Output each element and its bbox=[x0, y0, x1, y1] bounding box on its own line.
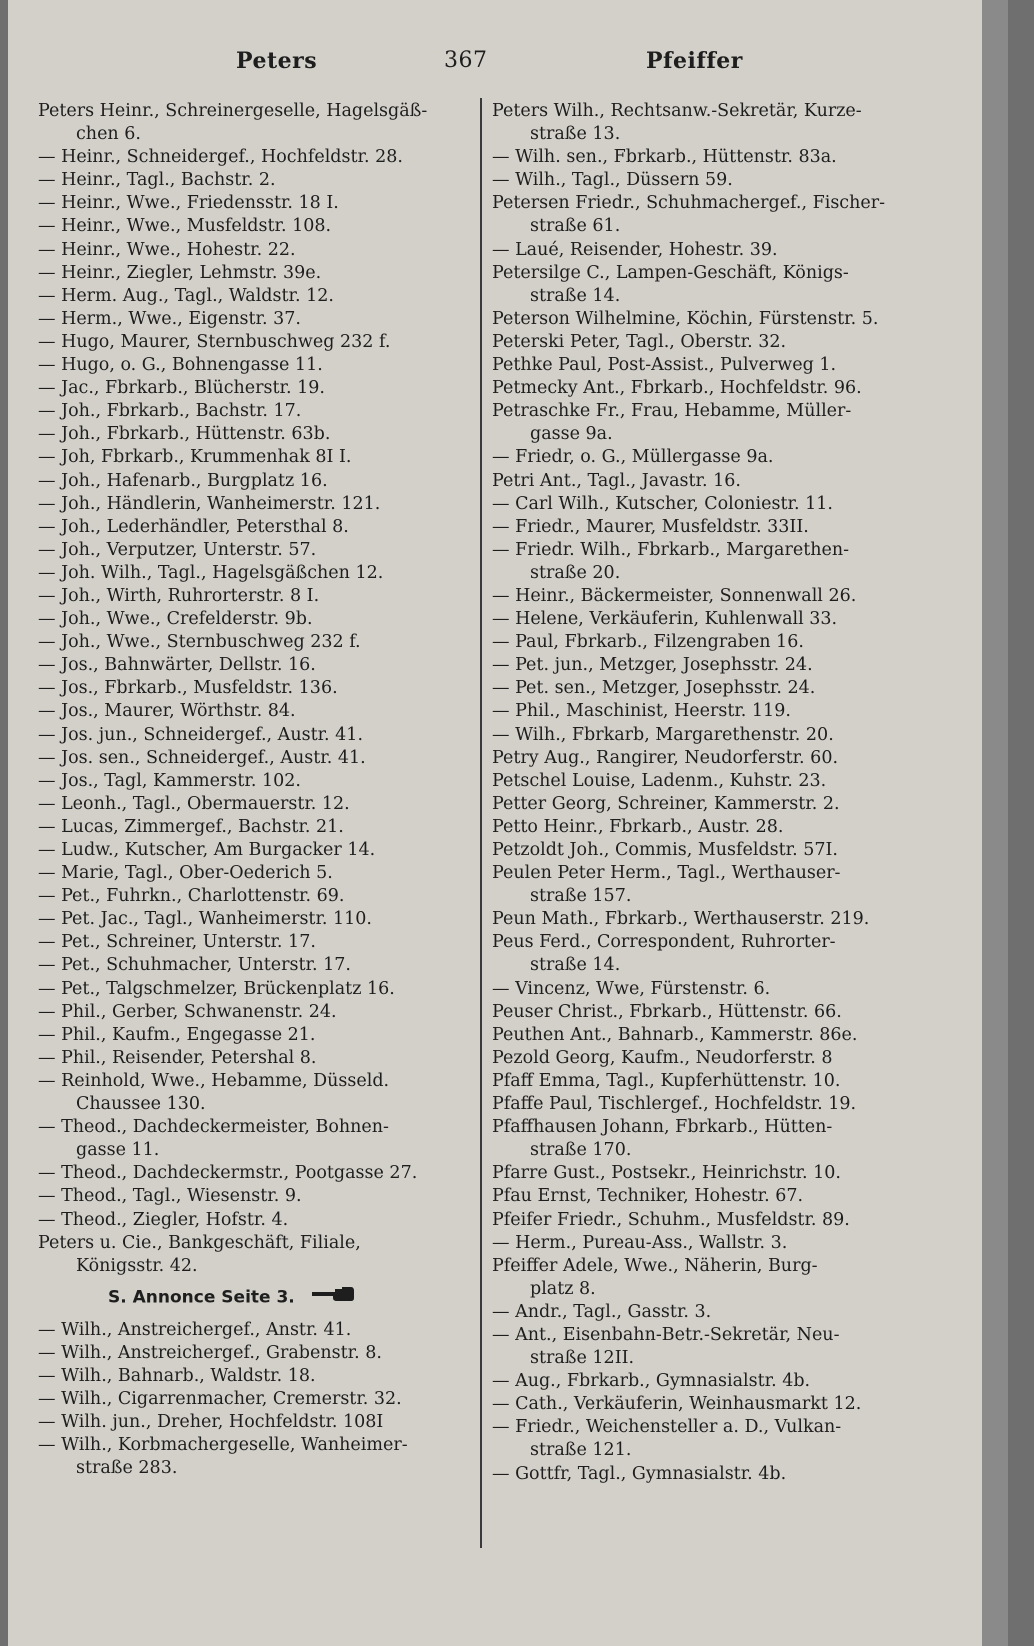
directory-entry-line: — Heinr., Wwe., Musfeldstr. 108. bbox=[38, 216, 332, 237]
directory-entry-line: — Joh., Wwe., Crefelderstr. 9b. bbox=[38, 609, 313, 630]
directory-entry-line: straße 283. bbox=[76, 1458, 178, 1479]
directory-entry-line: — Wilh., Cigarrenmacher, Cremerstr. 32. bbox=[38, 1389, 402, 1410]
directory-entry-line: — Wilh. jun., Dreher, Hochfeldstr. 108I bbox=[38, 1412, 384, 1433]
directory-entry-line: Peters Wilh., Rechtsanw.-Sekretär, Kurze- bbox=[492, 101, 862, 121]
header-right-keyword: Pfeiffer bbox=[646, 48, 743, 74]
directory-entry-line: — Theod., Dachdeckermeister, Bohnen- bbox=[38, 1117, 389, 1138]
directory-entry-line: Petschel Louise, Ladenm., Kuhstr. 23. bbox=[492, 770, 827, 791]
directory-entry-line: — Joh., Verputzer, Unterstr. 57. bbox=[38, 539, 317, 560]
directory-entry-line: — Joh., Fbrkarb., Bachstr. 17. bbox=[38, 401, 302, 422]
directory-entry-line: — Heinr., Schneidergef., Hochfeldstr. 28. bbox=[38, 147, 403, 168]
directory-entry-line: — Helene, Verkäuferin, Kuhlenwall 33. bbox=[492, 609, 838, 630]
directory-entry-line: Peterski Peter, Tagl., Oberstr. 32. bbox=[492, 331, 787, 352]
directory-entry-line: — Cath., Verkäuferin, Weinhausmarkt 12. bbox=[492, 1394, 862, 1415]
directory-entry-line: — Joh., Wirth, Ruhrorterstr. 8 I. bbox=[38, 585, 320, 606]
directory-entry-line: — Andr., Tagl., Gasstr. 3. bbox=[492, 1301, 712, 1322]
directory-entry-line: — Hugo, o. G., Bohnengasse 11. bbox=[38, 355, 323, 376]
directory-entry-line: Pethke Paul, Post-Assist., Pulverweg 1. bbox=[492, 355, 837, 376]
directory-entry-line: Petri Ant., Tagl., Javastr. 16. bbox=[492, 470, 741, 491]
directory-entry-line: Petry Aug., Rangirer, Neudorferstr. 60. bbox=[492, 747, 839, 768]
directory-entry-line: — Phil., Kaufm., Engegasse 21. bbox=[38, 1024, 316, 1045]
directory-entry-line: — Carl Wilh., Kutscher, Coloniestr. 11. bbox=[492, 493, 833, 514]
directory-entry-line: Peus Ferd., Correspondent, Ruhrorter- bbox=[492, 932, 836, 953]
directory-entry-line: — Joh., Händlerin, Wanheimerstr. 121. bbox=[38, 493, 381, 514]
directory-entry-line: — Phil., Gerber, Schwanenstr. 24. bbox=[38, 1001, 337, 1022]
directory-entry-line: Petersilge C., Lampen-Geschäft, Königs- bbox=[492, 262, 849, 283]
directory-entry-line: — Friedr., Weichensteller a. D., Vulkan- bbox=[492, 1417, 842, 1438]
directory-entry-line: Petraschke Fr., Frau, Hebamme, Müller- bbox=[492, 401, 852, 422]
directory-entry-line: Pfau Ernst, Techniker, Hohestr. 67. bbox=[492, 1186, 804, 1207]
directory-entry-line: — Wilh., Anstreichergef., Anstr. 41. bbox=[38, 1319, 352, 1340]
directory-entry-line: Pfaff Emma, Tagl., Kupferhüttenstr. 10. bbox=[492, 1070, 841, 1091]
directory-entry-line: — Joh, Fbrkarb., Krummenhak 8I I. bbox=[38, 447, 352, 468]
annonce-reference bbox=[38, 1286, 470, 1310]
directory-entry-line: Peun Math., Fbrkarb., Werthauserstr. 219. bbox=[492, 909, 870, 930]
directory-entry-line: — Hugo, Maurer, Sternbuschweg 232 f. bbox=[38, 331, 391, 352]
directory-entry-line: straße 157. bbox=[530, 886, 632, 907]
directory-page bbox=[8, 0, 1008, 1646]
directory-entry-line: — Jos., Maurer, Wörthstr. 84. bbox=[38, 701, 296, 722]
directory-entry-line: Peters u. Cie., Bankgeschäft, Filiale, bbox=[38, 1232, 361, 1253]
directory-entry-line: — Theod., Dachdeckermstr., Pootgasse 27. bbox=[38, 1163, 418, 1184]
directory-entry-line: straße 12II. bbox=[530, 1348, 635, 1369]
directory-entry-line: — Theod., Tagl., Wiesenstr. 9. bbox=[38, 1186, 302, 1207]
right-entries bbox=[492, 100, 930, 1486]
directory-entry-line: — Wilh., Fbrkarb, Margarethenstr. 20. bbox=[492, 724, 834, 745]
directory-entry-line: — Lucas, Zimmergef., Bachstr. 21. bbox=[38, 816, 344, 837]
directory-entry-line: — Joh., Wwe., Sternbuschweg 232 f. bbox=[38, 632, 361, 653]
directory-entry-line: — Pet., Talgschmelzer, Brückenplatz 16. bbox=[38, 978, 395, 999]
directory-entry-line: straße 170. bbox=[530, 1140, 632, 1161]
directory-entry-line: Peters Heinr., Schreinergeselle, Hagelsgäß- bbox=[38, 101, 428, 121]
directory-entry-line: — Wilh., Korbmachergeselle, Wanheimer- bbox=[38, 1435, 408, 1456]
directory-entry-line: — Paul, Fbrkarb., Filzengraben 16. bbox=[492, 632, 804, 653]
directory-entry-line: Petzoldt Joh., Commis, Musfeldstr. 57I. bbox=[492, 840, 838, 860]
directory-entry-line: straße 13. bbox=[530, 124, 621, 145]
directory-entry-line: Petersen Friedr., Schuhmachergef., Fischer- bbox=[492, 193, 886, 214]
directory-entry-line: straße 20. bbox=[530, 562, 621, 583]
directory-entry-line: — Heinr., Tagl., Bachstr. 2. bbox=[38, 170, 276, 191]
directory-entry-line: chen 6. bbox=[76, 124, 141, 145]
directory-entry-line: — Joh. Wilh., Tagl., Hagelsgäßchen 12. bbox=[38, 562, 384, 583]
directory-entry-line: — Wilh., Anstreichergef., Grabenstr. 8. bbox=[38, 1342, 382, 1363]
right-column bbox=[492, 100, 930, 1486]
directory-entry-line: straße 121. bbox=[530, 1440, 632, 1461]
directory-entry-line: — Heinr., Wwe., Friedensstr. 18 I. bbox=[38, 193, 339, 214]
left-column bbox=[38, 100, 470, 1480]
directory-entry-line: Peuser Christ., Fbrkarb., Hüttenstr. 66. bbox=[492, 1001, 842, 1022]
directory-entry-line: — Wilh. sen., Fbrkarb., Hüttenstr. 83a. bbox=[492, 147, 837, 168]
annonce-text: S. Annonce Seite 3. bbox=[108, 1287, 295, 1308]
directory-entry-line: — Jos., Bahnwärter, Dellstr. 16. bbox=[38, 655, 316, 676]
directory-entry-line: — Phil., Reisender, Petershal 8. bbox=[38, 1047, 317, 1068]
directory-entry-line: — Pet. jun., Metzger, Josephsstr. 24. bbox=[492, 655, 813, 676]
directory-entry-line: Pfaffe Paul, Tischlergef., Hochfeldstr. 19. bbox=[492, 1094, 857, 1115]
directory-entry-line: — Joh., Hafenarb., Burgplatz 16. bbox=[38, 470, 328, 491]
directory-entry-line: — Joh., Fbrkarb., Hüttenstr. 63b. bbox=[38, 424, 331, 445]
directory-entry-line: — Laué, Reisender, Hohestr. 39. bbox=[492, 239, 778, 260]
directory-entry-line: — Pet., Schuhmacher, Unterstr. 17. bbox=[38, 955, 351, 976]
left-entries-after bbox=[38, 1319, 470, 1481]
directory-entry-line: — Wilh., Bahnarb., Waldstr. 18. bbox=[38, 1365, 316, 1386]
directory-entry-line: Peterson Wilhelmine, Köchin, Fürstenstr. 5. bbox=[492, 308, 879, 329]
directory-entry-line: Petter Georg, Schreiner, Kammerstr. 2. bbox=[492, 793, 840, 814]
directory-entry-line: — Friedr., Maurer, Musfeldstr. 33II. bbox=[492, 516, 809, 537]
directory-entry-line: Peuthen Ant., Bahnarb., Kammerstr. 86e. bbox=[492, 1024, 858, 1045]
directory-entry-line: — Pet., Schreiner, Unterstr. 17. bbox=[38, 932, 316, 953]
directory-entry-line: platz 8. bbox=[530, 1278, 596, 1299]
page-number: 367 bbox=[444, 48, 488, 73]
directory-entry-line: — Friedr, o. G., Müllergasse 9a. bbox=[492, 447, 774, 468]
directory-entry-line: Petto Heinr., Fbrkarb., Austr. 28. bbox=[492, 816, 784, 837]
directory-entry-line: — Jos., Fbrkarb., Musfeldstr. 136. bbox=[38, 678, 338, 699]
directory-entry-line: — Leonh., Tagl., Obermauerstr. 12. bbox=[38, 793, 350, 814]
directory-entry-line: gasse 9a. bbox=[530, 424, 613, 445]
directory-entry-line: straße 14. bbox=[530, 955, 621, 976]
directory-entry-line: — Herm., Wwe., Eigenstr. 37. bbox=[38, 308, 301, 329]
directory-entry-line: gasse 11. bbox=[76, 1140, 160, 1161]
directory-entry-line: Petmecky Ant., Fbrkarb., Hochfeldstr. 96. bbox=[492, 378, 862, 399]
directory-entry-line: Pfarre Gust., Postsekr., Heinrichstr. 10. bbox=[492, 1163, 841, 1184]
directory-entry-line: Pfeifer Friedr., Schuhm., Musfeldstr. 89. bbox=[492, 1209, 850, 1230]
directory-entry-line: — Heinr., Ziegler, Lehmstr. 39e. bbox=[38, 262, 322, 283]
directory-entry-line: — Heinr., Bäckermeister, Sonnenwall 26. bbox=[492, 585, 857, 606]
directory-entry-line: — Jos., Tagl, Kammerstr. 102. bbox=[38, 770, 301, 791]
directory-entry-line: — Jos. sen., Schneidergef., Austr. 41. bbox=[38, 747, 366, 768]
pointing-hand-icon bbox=[311, 1286, 355, 1309]
directory-entry-line: — Ant., Eisenbahn-Betr.-Sekretär, Neu- bbox=[492, 1324, 840, 1345]
directory-entry-line: — Jac., Fbrkarb., Blücherstr. 19. bbox=[38, 378, 325, 399]
directory-entry-line: — Marie, Tagl., Ober-Oederich 5. bbox=[38, 863, 333, 884]
directory-entry-line: — Jos. jun., Schneidergef., Austr. 41. bbox=[38, 724, 364, 745]
directory-entry-line: — Pet. Jac., Tagl., Wanheimerstr. 110. bbox=[38, 909, 372, 930]
page-header bbox=[8, 48, 1008, 88]
directory-entry-line: — Joh., Lederhändler, Petersthal 8. bbox=[38, 516, 349, 537]
directory-entry-line: — Friedr. Wilh., Fbrkarb., Margarethen- bbox=[492, 539, 850, 560]
directory-entry-line: — Gottfr, Tagl., Gymnasialstr. 4b. bbox=[492, 1463, 787, 1484]
directory-entry-line: — Heinr., Wwe., Hohestr. 22. bbox=[38, 239, 296, 260]
directory-entry-line: Peulen Peter Herm., Tagl., Werthauser- bbox=[492, 863, 841, 884]
directory-entry-line: — Vincenz, Wwe, Fürstenstr. 6. bbox=[492, 978, 771, 999]
directory-entry-line: Chaussee 130. bbox=[76, 1094, 206, 1115]
directory-entry-line: — Theod., Ziegler, Hofstr. 4. bbox=[38, 1209, 289, 1230]
directory-entry-line: — Pet., Fuhrkn., Charlottenstr. 69. bbox=[38, 886, 345, 907]
directory-entry-line: Pezold Georg, Kaufm., Neudorferstr. 8 bbox=[492, 1047, 833, 1068]
directory-entry-line: — Phil., Maschinist, Heerstr. 119. bbox=[492, 701, 791, 722]
directory-entry-line: — Pet. sen., Metzger, Josephsstr. 24. bbox=[492, 678, 816, 699]
directory-entry-line: Pfaffhausen Johann, Fbrkarb., Hütten- bbox=[492, 1117, 833, 1138]
directory-entry-line: Königsstr. 42. bbox=[76, 1255, 198, 1276]
directory-entry-line: Pfeiffer Adele, Wwe., Näherin, Burg- bbox=[492, 1255, 818, 1276]
directory-entry-line: straße 14. bbox=[530, 285, 621, 306]
directory-entry-line: — Aug., Fbrkarb., Gymnasialstr. 4b. bbox=[492, 1371, 811, 1392]
directory-entry-line: — Ludw., Kutscher, Am Burgacker 14. bbox=[38, 840, 376, 860]
left-entries bbox=[38, 100, 470, 1278]
directory-entry-line: — Herm., Pureau-Ass., Wallstr. 3. bbox=[492, 1232, 788, 1253]
directory-entry-line: — Herm. Aug., Tagl., Waldstr. 12. bbox=[38, 285, 334, 306]
column-divider bbox=[480, 98, 482, 1548]
directory-entry-line: — Reinhold, Wwe., Hebamme, Düsseld. bbox=[38, 1070, 390, 1091]
directory-entry-line: straße 61. bbox=[530, 216, 621, 237]
directory-entry-line: — Wilh., Tagl., Düssern 59. bbox=[492, 170, 733, 191]
header-left-keyword: Peters bbox=[236, 48, 318, 74]
page-edge bbox=[982, 0, 1008, 1646]
